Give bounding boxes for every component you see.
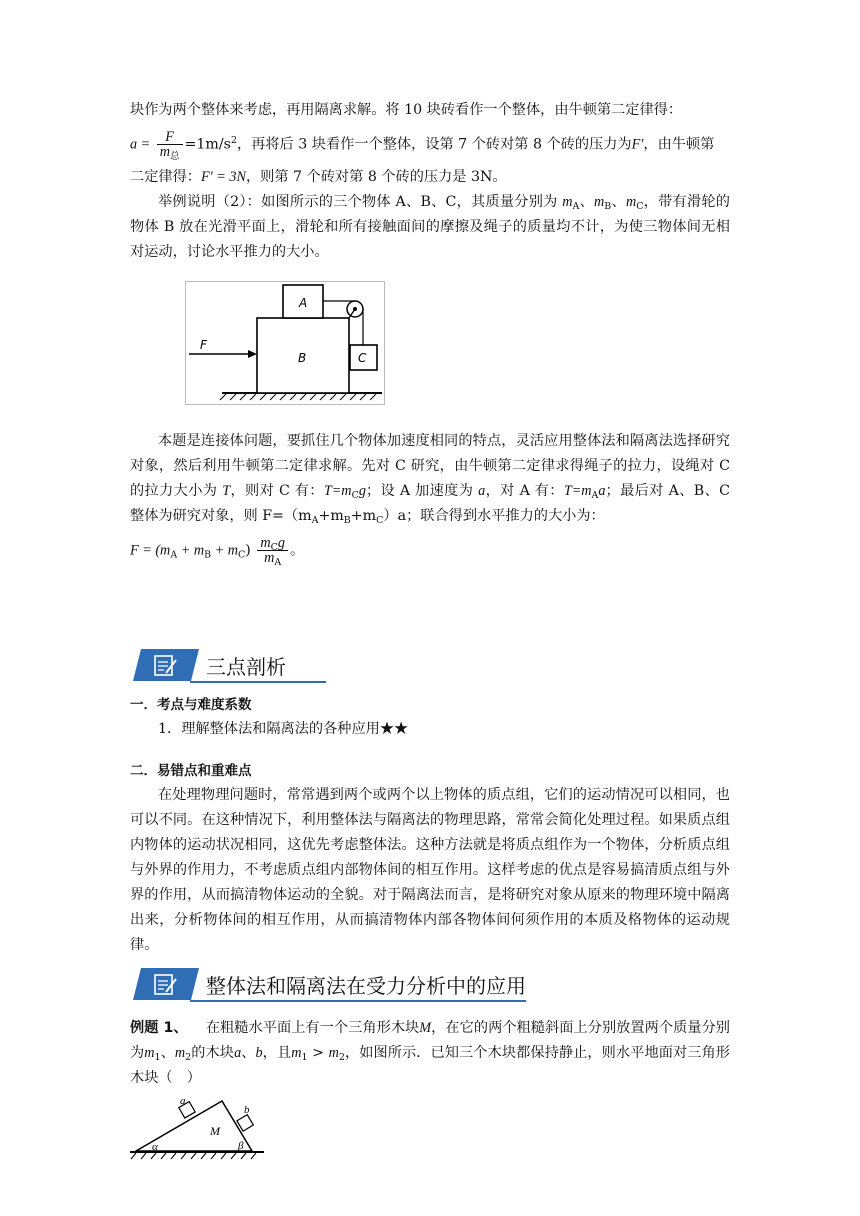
notepad-icon xyxy=(133,968,199,1000)
figure-blocks-abc xyxy=(185,281,385,405)
para1-line3: 二定律得：F′ = 3N，则第 7 个砖对第 8 个砖的压力是 3N。 xyxy=(130,169,507,185)
label-c: C xyxy=(358,351,367,365)
wedge-diagram xyxy=(130,1093,264,1163)
para3: 本题是连接体问题，要抓住几个物体加速度相同的特点，灵活应用整体法和隔离法选择研究对象，然后利用牛顿第二定律求解。先对 C 研究，由牛顿第二定律求得绳子的拉力，设绳对 C 的拉力大小为 T，则对 C 有：$T=m_Cg$；设 A 加速度为 a，对 A 有：$T=m_Aa$；最后对 A、B、C 整体为研究对象，则 $F=(m_A+m_B+m_C)a$；联合得到水平推力的大小为： xyxy=(130,433,730,526)
banner-underline xyxy=(190,681,326,683)
final-formula: $F = (m_A + m_B + m_C)$ $\frac{m_Cg}{m_A}$ 。 xyxy=(130,534,305,568)
label-alpha: α xyxy=(152,1141,158,1153)
example-1: 例题 1、 在粗糙水平面上有一个三角形木块M，在它的两个粗糙斜面上分别放置两个质量分别为$m_1$、$m_2$的木块a、b，且$m_1 > m_2$，如图所示．已知三个木块都保持静止，则水平地面对三角形木块（ ） xyxy=(130,1020,730,1086)
para1-line1: 块作为两个整体来考虑，再用隔离求解。将 10 块砖看作一个整体，由牛顿第二定律得： xyxy=(130,102,683,118)
para2: 举例说明（2）：如图所示的三个物体 A、B、C，其质量分别为 $m_A$、$m_B$、$m_C$，带有滑轮的物体 B 放在光滑平面上，滑轮和所有接触面间的摩擦及绳子的质量均不计，为使三物体间无相对运动，讨论水平推力的大小。 xyxy=(130,194,730,260)
section-banner-application xyxy=(130,968,730,1002)
figure-triangle-wedge xyxy=(130,1093,264,1163)
heading-key-points: 二．易错点和重难点 xyxy=(130,763,252,779)
heading-difficulty: 一．考点与难度系数 xyxy=(130,697,252,713)
fraction-mcg-over-ma: $\frac{m_Cg}{m_A}$ xyxy=(257,536,288,565)
section-title: 整体法和隔离法在受力分析中的应用 xyxy=(206,974,526,998)
document-page xyxy=(130,98,730,1163)
label-a: a xyxy=(180,1095,186,1107)
label-f: F xyxy=(200,338,207,352)
label-m: M xyxy=(210,1124,220,1138)
label-b: B xyxy=(298,351,307,365)
fraction-f-over-m: $\frac{F}{m_总}$ xyxy=(157,130,183,159)
banner-underline xyxy=(190,1000,526,1002)
notepad-icon xyxy=(133,649,199,681)
label-a: A xyxy=(299,296,308,310)
label-b: b xyxy=(244,1104,250,1116)
key-points-body: 在处理物理问题时，常常遇到两个或两个以上物体的质点组，它们的运动情况可以相同，也可以不同。在这种情况下，利用整体法与隔离法的物理思路，常常会简化处理过程。如果质点组内物体的运动状况相同，这优先考虑整体法。这种方法就是将质点组作为一个物体，分析质点组与外界的作用力，不考虑质点组内部物体间的相互作用。这样考虑的优点是容易搞清质点组与外界的作用，从而搞清物体运动的全貌。对于隔离法而言，是将研究对象从原来的物理环境中隔离出来，分析物体间的相互作用，从而搞清物体内部各物体间何须作用的本质及格物体的运动规律。 xyxy=(130,787,730,953)
difficulty-item: 1．理解整体法和隔离法的各种应用★★ xyxy=(158,721,409,737)
section-title: 三点剖析 xyxy=(206,655,286,679)
section-banner-three-points xyxy=(130,649,730,683)
label-beta: β xyxy=(238,1140,244,1152)
blocks-diagram xyxy=(186,282,384,404)
para1-line2: a = $\frac{F}{m_总}$ $=1m/s^2$，再将后 3 块看作一个整体，设第 7 个砖对第 8 个砖的压力为F′，由牛顿第 xyxy=(130,128,715,162)
